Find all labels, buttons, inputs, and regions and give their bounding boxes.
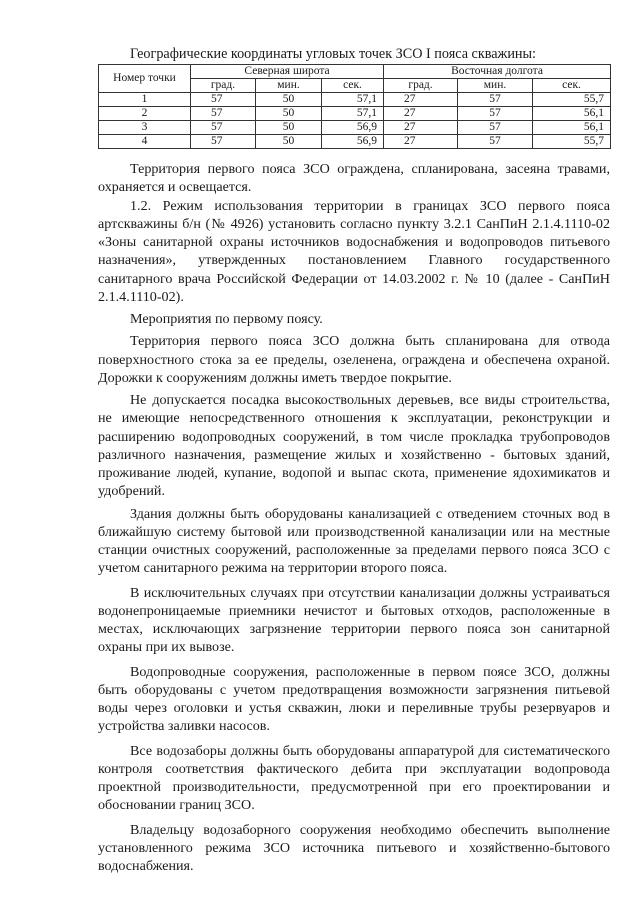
table-row — [99, 135, 611, 149]
table-row — [99, 121, 611, 135]
lon-sec: 56,1 — [533, 121, 611, 135]
subheader-lat-deg: град. — [191, 79, 256, 93]
paragraph-prohibitions: Не допускается посадка высокоствольных деревьев, все виды строительства, не имеющие непосредственного отношения к эксплуатации, реконструкции и расширению водопроводных сооружений, в том числе прокладка трубопроводов различного назначения, размещение жилых и хозяйственно - бытовых зданий, проживание людей, купание, водопой и выпас скота, применение ядохимикатов и удобрений. — [98, 392, 610, 500]
paragraph-planning: Территория первого пояса ЗСО должна быть спланирована для отвода поверхностного стока за ее пределы, озеленена, ограждена и обеспечена охраной. Дорожки к сооружениям должны иметь твердое покрытие. — [98, 333, 610, 386]
coordinates-table — [98, 64, 611, 149]
lon-min: 57 — [458, 135, 533, 149]
lon-sec: 55,7 — [533, 135, 611, 149]
paragraph-water-structures: Водопроводные сооружения, расположенные в первом поясе ЗСО, должны быть оборудованы с учетом предотвращения возможности загрязнения питьевой воды через оголовки и устья скважин, люки и переливные трубы резервуаров и устройства заливки насосов. — [98, 663, 610, 735]
point-number-header: Номер точки — [99, 65, 191, 93]
body-text — [98, 160, 610, 875]
paragraph-owner-duty: Владельцу водозаборного сооружения необходимо обеспечить выполнение установленного режима ЗСО источника питьевого и хозяйственно-бытового водоснабжения. — [98, 821, 610, 874]
table-title: Географические координаты угловых точек ЗСО I пояса скважины: — [130, 46, 536, 62]
lat-sec: 56,9 — [322, 121, 384, 135]
point-number: 1 — [99, 93, 191, 107]
subheader-lon-min: мин. — [458, 79, 533, 93]
lon-min: 57 — [458, 93, 533, 107]
point-number: 3 — [99, 121, 191, 135]
lat-deg: 57 — [191, 121, 256, 135]
subheader-lon-sec: сек. — [533, 79, 611, 93]
lat-deg: 57 — [191, 135, 256, 149]
east-longitude-header: Восточная долгота — [384, 65, 611, 79]
lat-min: 50 — [256, 107, 322, 121]
lat-deg: 57 — [191, 93, 256, 107]
lat-deg: 57 — [191, 107, 256, 121]
paragraph-sewerage: Здания должны быть оборудованы канализацией с отведением сточных вод в ближайшую систему бытовой или производственной канализации или на местные станции очистных сооружений, расположенные за пределами первого пояса ЗСО с учетом санитарного режима на территории второго пояса. — [98, 505, 610, 577]
paragraph-water-intakes: Все водозаборы должны быть оборудованы аппаратурой для систематического контроля соответствия фактического дебита при эксплуатации водопровода проектной производительности, предусмотренной при его проектировании и обосновании границ ЗСО. — [98, 742, 610, 814]
lon-sec: 55,7 — [533, 93, 611, 107]
table-header-row — [99, 65, 611, 79]
subheader-lat-min: мин. — [256, 79, 322, 93]
lon-deg: 27 — [384, 93, 458, 107]
table-row — [99, 107, 611, 121]
point-number: 2 — [99, 107, 191, 121]
paragraph-receivers: В исключительных случаях при отсутствии канализации должны устраиваться водонепроницаемые приемники нечистот и бытовых отходов, расположенные в местах, исключающих загрязнение территории первого пояса зон санитарной охраны при их вывозе. — [98, 584, 610, 656]
lat-sec: 56,9 — [322, 135, 384, 149]
lat-min: 50 — [256, 93, 322, 107]
lat-min: 50 — [256, 135, 322, 149]
table-row — [99, 93, 611, 107]
lon-sec: 56,1 — [533, 107, 611, 121]
lon-min: 57 — [458, 107, 533, 121]
lon-min: 57 — [458, 121, 533, 135]
lat-sec: 57,1 — [322, 93, 384, 107]
lon-deg: 27 — [384, 107, 458, 121]
paragraph-measures-heading: Мероприятия по первому поясу. — [130, 311, 323, 327]
lon-deg: 27 — [384, 121, 458, 135]
subheader-lon-deg: град. — [384, 79, 458, 93]
point-number: 4 — [99, 135, 191, 149]
north-latitude-header: Северная широта — [191, 65, 384, 79]
lat-min: 50 — [256, 121, 322, 135]
lat-sec: 57,1 — [322, 107, 384, 121]
paragraph-territory-status: Территория первого пояса ЗСО ограждена, спланирована, засеяна травами, охраняется и освещается. — [98, 161, 610, 196]
paragraph-usage-regime: 1.2. Режим использования территории в границах ЗСО первого пояса артскважины б/н (№ 4926) установить согласно пункту 3.2.1 СанПиН 2.1.4.1110-02 «Зоны санитарной охраны источников водоснабжения и водопроводов питьевого назначения», утвержденных постановлением Главного государственного санитарного врача Российской Федерации от 14.03.2002 г. № 10 (далее - СанПиН 2.1.4.1110-02). — [98, 197, 610, 305]
lon-deg: 27 — [384, 135, 458, 149]
subheader-lat-sec: сек. — [322, 79, 384, 93]
